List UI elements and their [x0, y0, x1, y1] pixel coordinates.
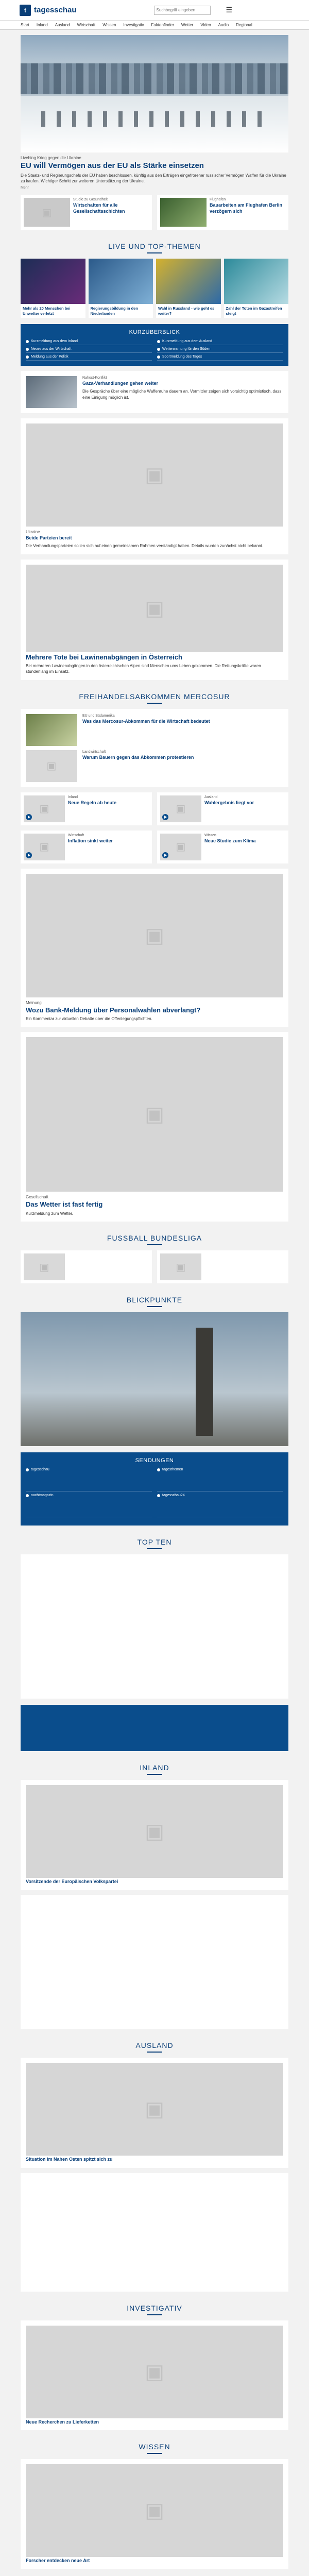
sendung-item[interactable] [157, 1468, 283, 1492]
article-title[interactable]: Das Wetter ist fast fertig [26, 1200, 103, 1209]
section-title-fussball: FUSSBALL BUNDESLIGA [21, 1234, 288, 1245]
nav-item-wetter[interactable]: Wetter [181, 23, 194, 27]
search-input[interactable] [154, 6, 211, 15]
play-icon [26, 1468, 29, 1471]
list-item[interactable] [26, 347, 152, 353]
inland-list [21, 1895, 288, 2029]
live-card-image [224, 259, 289, 304]
fussball-card[interactable] [21, 1250, 152, 1283]
card-kicker: Ausland [204, 795, 218, 799]
hero-headline[interactable]: EU will Vermögen aus der EU als Stärke einsetzen [21, 161, 204, 170]
article-title[interactable]: Was das Mercosur-Abkommen für die Wirtschaft bedeutet [82, 718, 210, 724]
top-cards [21, 195, 288, 230]
kurzueberblick-box [21, 324, 288, 366]
hero-teaser: Die Staats- und Regierungschefs der EU haben beschlossen, künftig aus den Erträgen eingefrorener russischer Vermögen Waffen für die Ukraine zu kaufen. Wichtiger Schritt zur weiteren Unterstützung der Ukraine. [21, 173, 286, 184]
article-teaser[interactable] [21, 418, 288, 554]
article-kicker: Meinung [26, 1000, 42, 1005]
live-card[interactable] [89, 259, 153, 318]
image-placeholder-icon: ▣ [26, 1785, 283, 1878]
nav-item-audio[interactable]: Audio [218, 23, 229, 27]
play-icon [162, 814, 168, 820]
play-icon [162, 852, 168, 858]
menu-icon[interactable]: ☰ [226, 6, 233, 14]
live-card-title: Regierungsbildung in den Niederlanden [90, 306, 138, 316]
image-placeholder-icon: ▣ [26, 2326, 283, 2418]
image-placeholder-icon: ▣ [26, 874, 283, 997]
fussball-cards [21, 1250, 288, 1283]
newsletter-box[interactable] [21, 1705, 288, 1751]
article-teaser-text: Ein Kommentar zur aktuellen Debatte über die Offenlegungspflichten. [26, 1016, 152, 1022]
logo-mark: t [20, 5, 31, 16]
card-title[interactable]: Inflation sinkt weiter [68, 838, 113, 843]
article-kicker: Landwirtschaft [82, 750, 106, 754]
live-card-image [156, 259, 221, 304]
play-icon [157, 1468, 160, 1471]
card-kicker: Wissen [204, 833, 216, 837]
article-kicker: Gesellschaft [26, 1195, 49, 1200]
list-item-label: Sportmeldung des Tages [162, 355, 202, 359]
list-item[interactable] [26, 355, 152, 361]
list-item[interactable] [26, 340, 152, 345]
live-card[interactable] [21, 259, 85, 318]
live-card[interactable] [156, 259, 221, 318]
content [21, 35, 288, 2576]
article-pair [26, 714, 283, 746]
article-title[interactable]: Neue Recherchen zu Lieferketten [26, 2419, 99, 2425]
section-title-ausland: AUSLAND [21, 2041, 288, 2053]
hero-skyline [21, 63, 288, 94]
section-title-inland: INLAND [21, 1764, 288, 1775]
article-teaser[interactable] [21, 1780, 288, 1890]
nav-item-wissen[interactable]: Wissen [102, 23, 116, 27]
image-placeholder-icon: ▣ [160, 795, 201, 822]
fussball-card[interactable] [157, 1250, 288, 1283]
article-image [26, 376, 77, 408]
article-kicker: EU und Südamerika [82, 714, 115, 718]
image-placeholder-icon: ▣ [26, 2063, 283, 2156]
section-title-topten: TOP TEN [21, 1538, 288, 1549]
bullet-icon [26, 348, 29, 351]
sendungen-title: SENDUNGEN [135, 1458, 174, 1464]
more-cards [21, 831, 288, 863]
hero-more-link[interactable]: Mehr [21, 186, 29, 190]
sendungen-box [21, 1452, 288, 1526]
play-icon [26, 814, 32, 820]
card-title[interactable]: Wahlergebnis liegt vor [204, 800, 254, 805]
article-teaser[interactable] [21, 2320, 288, 2430]
topten-list[interactable] [21, 1554, 288, 1699]
bullet-icon [26, 340, 29, 343]
article-pair [26, 376, 283, 408]
card-image [160, 198, 207, 227]
image-placeholder-icon: ▣ [24, 834, 65, 860]
image-placeholder-icon: ▣ [24, 198, 70, 227]
section-title-blickpunkte: BLICKPUNKTE [21, 1296, 288, 1307]
section-title-investigativ: INVESTIGATIV [21, 2304, 288, 2315]
sendung-label: tagesthemen [162, 1468, 183, 1472]
article-title[interactable]: Warum Bauern gegen das Abkommen protestieren [82, 754, 194, 760]
card-kicker: Flughafen [210, 198, 226, 202]
bullet-icon [157, 340, 160, 343]
article-pair [26, 750, 283, 782]
article-title[interactable]: Wozu Bank-Meldung über Personalwahlen abverlangt? [26, 1006, 201, 1014]
list-item-label: Neues aus der Wirtschaft [31, 347, 72, 351]
top-card[interactable] [157, 195, 288, 230]
hero-image[interactable] [21, 35, 288, 152]
section-title-wissen: WISSEN [21, 2443, 288, 2454]
article-teaser-text: Bei mehreren Lawinenabgängen in den österreichischen Alpen sind Menschen ums Leben gekommen. Die Rettungskräfte waren stundenlang im Einsatz. [26, 664, 261, 674]
card-kicker: Studie zu Gesundheit [73, 198, 108, 202]
article-image [26, 714, 77, 746]
list-item[interactable] [157, 355, 283, 361]
live-card-image [89, 259, 153, 304]
section-title-live: LIVE UND TOP-THEMEN [21, 242, 288, 253]
nav-item-ausland[interactable]: Ausland [55, 23, 70, 27]
article-teaser[interactable] [21, 2459, 288, 2569]
list-item-label: Kurzmeldung aus dem Inland [31, 340, 78, 344]
image-placeholder-icon: ▣ [26, 423, 283, 527]
card-kicker: Inland [68, 795, 78, 799]
play-icon [157, 1494, 160, 1497]
article-title[interactable]: Situation im Nahen Osten spitzt sich zu [26, 2157, 113, 2162]
card-title[interactable]: Neue Regeln ab heute [68, 800, 117, 805]
image-placeholder-icon: ▣ [26, 750, 77, 782]
list-item[interactable] [157, 347, 283, 353]
card-title[interactable]: Neue Studie zum Klima [204, 838, 256, 843]
sendung-item[interactable] [26, 1494, 152, 1517]
article-title[interactable]: Vorsitzende der Europäischen Volkspartei [26, 1879, 118, 1885]
top-card[interactable] [21, 195, 152, 230]
ausland-list [21, 2173, 288, 2292]
more-card[interactable] [157, 792, 288, 825]
tower-shape [196, 1328, 213, 1436]
section-title-mercosur: FREIHANDELSABKOMMEN MERCOSUR [21, 692, 288, 704]
article-teaser-text: Kurzmeldung zum Wetter. [26, 1211, 73, 1216]
main-nav [0, 21, 309, 30]
live-card-title: Wahl in Russland - wie geht es weiter? [158, 306, 215, 316]
list-item-label: Wetterwarnung für den Süden [162, 347, 211, 351]
bullet-icon [157, 355, 160, 359]
card-title[interactable]: Bauarbeiten am Flughafen Berlin verzögern sich [210, 202, 283, 214]
sendungen-list [26, 1468, 283, 1517]
article-teaser-text: Die Verhandlungsparteien sollen sich auf einen gemeinsamen Rahmen verständigt haben. Details wurden zunächst nicht bekannt. [26, 544, 264, 549]
logo-text: tagesschau [34, 6, 77, 14]
article-teaser[interactable] [21, 2058, 288, 2167]
article-teaser[interactable] [21, 560, 288, 680]
logo[interactable] [20, 5, 77, 16]
hero-kicker: Liveblog Krieg gegen die Ukraine [21, 156, 81, 160]
top-bar [0, 0, 309, 21]
list-item[interactable] [157, 340, 283, 345]
list-item-label: Meldung aus der Politik [31, 355, 68, 359]
image-placeholder-icon: ▣ [26, 1037, 283, 1192]
article-teaser[interactable] [21, 371, 288, 413]
article-kicker: Ukraine [26, 530, 40, 535]
card-kicker: Wirtschaft [68, 833, 84, 837]
live-card-image [21, 259, 85, 304]
more-cards [21, 792, 288, 825]
image-placeholder-icon: ▣ [24, 795, 65, 822]
nav-item-inland[interactable]: Inland [36, 23, 48, 27]
article-title[interactable]: Beide Parteien bereit [26, 535, 72, 541]
play-icon [26, 1494, 29, 1497]
nav-item-video[interactable]: Video [200, 23, 211, 27]
article-teaser[interactable] [21, 709, 288, 787]
play-icon [26, 852, 32, 858]
sendung-item[interactable] [157, 1494, 283, 1517]
article-teaser[interactable] [21, 1032, 288, 1222]
live-card-title: Mehr als 20 Menschen bei Unwetter verletzt [23, 306, 71, 316]
kurzueberblick-list [26, 340, 283, 361]
sendung-label: nachtmagazin [31, 1494, 54, 1498]
sendung-item[interactable] [26, 1468, 152, 1492]
article-title[interactable]: Forscher entdecken neue Art [26, 2557, 90, 2563]
image-placeholder-icon: ▣ [24, 1253, 65, 1280]
nav-item-wirtschaft[interactable]: Wirtschaft [77, 23, 96, 27]
bullet-icon [157, 348, 160, 351]
article-teaser-text: Die Gespräche über eine mögliche Waffenruhe dauern an. Vermittler zeigen sich vorsichtig optimistisch, dass eine Einigung möglich ist. [82, 389, 282, 400]
nav-item-regional[interactable]: Regional [236, 23, 252, 27]
hero-boats [41, 111, 273, 127]
nav-item-faktenfinder[interactable]: Faktenfinder [151, 23, 174, 27]
image-placeholder-icon: ▣ [160, 834, 201, 860]
article-title[interactable]: Gaza-Verhandlungen gehen weiter [82, 381, 159, 386]
nav-item-start[interactable]: Start [21, 23, 29, 27]
more-card[interactable] [21, 831, 152, 863]
sendung-label: tagesschau24 [162, 1494, 185, 1498]
live-card-title: Zahl der Toten im Gazastreifen steigt [226, 306, 282, 316]
list-item-label: Kurzmeldung aus dem Ausland [162, 340, 212, 344]
card-title[interactable]: Wirtschaften für alle Gesellschaftsschichten [73, 202, 125, 214]
kurzueberblick-title: KURZÜBERBLICK [129, 329, 180, 336]
sendung-label: tagesschau [31, 1468, 49, 1472]
article-title[interactable]: Mehrere Tote bei Lawinenabgängen in Österreich [26, 653, 182, 661]
more-card[interactable] [21, 792, 152, 825]
live-cards [21, 259, 288, 318]
article-teaser[interactable] [21, 869, 288, 1027]
image-placeholder-icon: ▣ [26, 2464, 283, 2557]
bullet-icon [26, 355, 29, 359]
image-placeholder-icon: ▣ [26, 565, 283, 652]
live-card[interactable] [224, 259, 289, 318]
image-placeholder-icon: ▣ [160, 1253, 201, 1280]
blickpunkte-image[interactable] [21, 1312, 288, 1446]
nav-item-investigativ[interactable]: Investigativ [123, 23, 144, 27]
article-kicker: Nahost-Konflikt [82, 376, 107, 380]
more-card[interactable] [157, 831, 288, 863]
